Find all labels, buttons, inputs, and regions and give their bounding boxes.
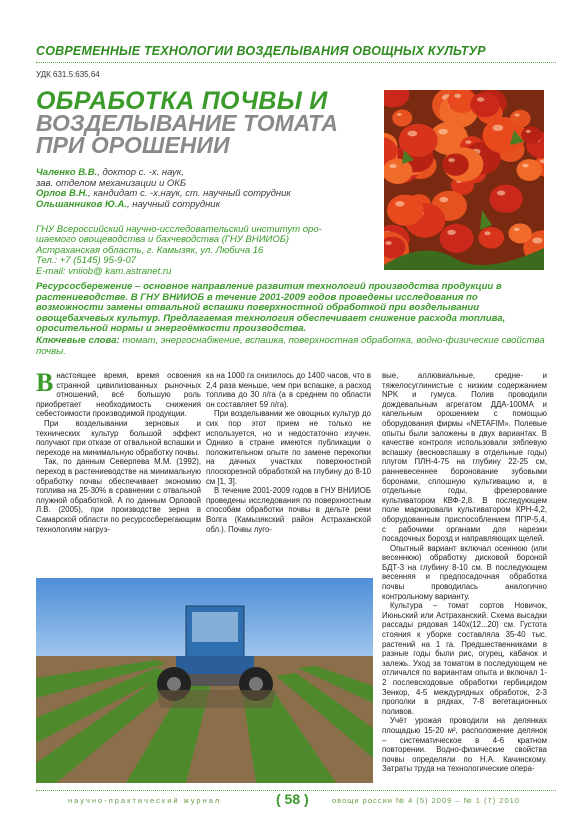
tomato-highlight <box>448 158 455 162</box>
paragraph: Учёт урожая проводили на делянках площадью 15-20 м², расположение делянок – систематическое в 4-6 кратном повторении. Водно-физические свойства почвы определяли по Н.А. Качинскому. Затраты труда на технологические опера- <box>382 716 547 774</box>
udk-code: УДК 631.5:635.64 <box>36 70 100 79</box>
institution-address: Астраханская область, г. Камызяк, ул. Любича 16 <box>36 244 264 256</box>
tomato-shape <box>509 223 532 243</box>
institution-block <box>36 225 376 277</box>
paragraph: В течение 2001-2009 годов в ГНУ ВНИИОБ проведены исследования по поверхностным способам обработки почвы в дельте реки Волга (Камызякский район Астраханской обл.). Почвы луго- <box>206 486 371 534</box>
tomato-highlight <box>477 97 484 101</box>
tomato-highlight <box>497 191 505 196</box>
tomato-shape <box>521 126 542 143</box>
author-role: , научный сотрудник <box>126 198 221 210</box>
tomato-highlight <box>515 113 520 116</box>
abstract-text: Ресурсосбережение – основное направление развития технологий производства продукции в растениеводстве. В ГНУ ВНИИОБ в течение 2001-2009 годов проведены исследования по возможности замены отвальной вспашки поверхностной обработкой при возделывании овощебахчевых культур. Предлагаемая технология обеспечивает снижение расхода топлива, оросительной нормы и энергоёмкости производства. <box>36 281 506 335</box>
tomato-highlight <box>389 164 396 168</box>
tomato-highlight <box>439 197 448 202</box>
tomato-shape <box>392 110 412 127</box>
journal-type: научно-практический журнал <box>68 796 222 805</box>
tomato-highlight <box>532 238 542 244</box>
author-role: , кандидат с. -х.наук, ст. научный сотрудник <box>88 188 291 200</box>
tomato-highlight <box>454 94 461 98</box>
keywords-label: Ключевые слова: <box>36 335 120 346</box>
tomato-highlight <box>408 131 418 137</box>
author-3 <box>36 200 376 211</box>
journal-issue: овощи россии № 4 (5) 2009 – № 1 (7) 2010 <box>332 796 520 805</box>
tomato-highlight <box>484 231 490 235</box>
tomato-shape <box>442 154 468 176</box>
paragraph: ка на 1000 га снизилось до 1400 часов, что в 2,4 раза меньше, чем при вспашке, а расход топлива до 30 л/га (а в среднем по области он составляет 59 л/га). <box>206 371 371 409</box>
tomato-highlight <box>493 125 504 131</box>
paragraph: вые, аллювиальные, средне- и тяжелосуглинистые с низким содержанием NPK и гумуса. Полив проводили дождевальным агрегатом ДДА-100МА и капельным орошением с помощью оборудования фирмы «NETAFIM». Полевые опыты были заложены в двух вариантах. В качестве контроля использовали зяблевую вспашку (весновспашку в отдельные годы) плугом ПЛН-4-75 на глубину 22-25 см, ранневесеннее боронование зубовыми боронами, сплошную культивацию и, в отдельные годы, фрезерование культиватором КВФ-2,8. В последующем поле маркировали культиватором КРН-4,2, оборудованным приспособлением ППР-5,4, с рабочими органами для нарезки посадочных борозд и направляющих щелей. <box>382 371 547 544</box>
body-column-1 <box>36 368 201 534</box>
tomato-shape <box>440 224 474 253</box>
drop-cap: В <box>36 368 54 397</box>
tomato-shape <box>517 159 543 181</box>
tomato-highlight <box>514 228 520 232</box>
tomato-shape <box>387 195 424 226</box>
tomato-shape <box>510 110 531 128</box>
tomato-highlight <box>465 140 471 144</box>
paragraph: При возделывании же овощных культур до сих пор этот прием не только не используется, но и недостаточно изучен. Однако в стране имеются публикации о положительном опыте по замене перекопки на дачных участках поверхностной плоскорезной обработкой на глубину до 8-10 см [1, 3]. <box>206 409 371 486</box>
tomato-highlight <box>438 129 448 135</box>
paragraph: Так, по данным Северпева М.М. (1992), переход в растениеводстве на минимальную обработку почвы обеспечивает экономию топлива на 25-30% в сравнении с отвальной плужной обработкой. А по данным Орловой Л.В. (2005), при производстве зерна в Самарской области по ресурсосберегающим технологиям нагруз- <box>36 457 201 534</box>
keywords <box>36 336 546 357</box>
paragraph: При возделывании зерновых и технических культур большой эффект получают при отказе от отвальной вспашки и переходе на минимальную обработку почвы. <box>36 418 201 457</box>
page-number: ( 58 ) <box>276 791 309 807</box>
institution-email[interactable]: E-mail: vniiob@ kam.astranet.ru <box>36 265 172 277</box>
author-name: Ольшанников Ю.А. <box>36 198 127 210</box>
author-role: зав. отделом механизации и ОКБ <box>36 177 187 189</box>
paragraph: Опытный вариант включал осеннюю (или весеннюю) обработку дисковой бороной БДТ-3 на глубину 8-10 см. В последующем весенняя и предпосадочная обработка почвы проводилась аналогично контрольному варианту. <box>382 543 547 601</box>
tomato-highlight <box>526 130 531 133</box>
tomato-photo <box>384 90 544 270</box>
institution-phone: Тел.: +7 (5145) 95-9-07 <box>36 255 137 267</box>
tomato-highlight <box>385 241 391 245</box>
institution-line: ГНУ Всероссийский научно-исследовательский институт оро- <box>36 224 322 235</box>
tomato-highlight <box>522 164 528 168</box>
author-name: Орлов В.Н. <box>36 188 89 200</box>
tractor-field-photo <box>36 578 373 783</box>
tomato-highlight <box>395 201 404 207</box>
tomato-shape <box>489 185 522 213</box>
institution-line: шаемого овощеводства и бахчеводства (ГНУ ВНИИОБ) <box>36 234 290 246</box>
author-role: , доктор с. -х. наук, <box>97 167 184 178</box>
body-column-3 <box>382 371 547 774</box>
article-title-line2: ВОЗДЕЛЫВАНИЕ ТОМАТА ПРИ ОРОШЕНИИ <box>36 110 338 158</box>
tomato-shape <box>470 92 500 117</box>
header-divider <box>36 62 556 63</box>
paragraph: Культура – томат сортов Новичок, Июньский или Астраханский. Схема высадки рассады рядовая 140х(12...20) см. Густота стояния к уборке составляла 35-40 тыс. растений на 1 га. Предшественниками в разные годы были рис, огурец, кабачок и залежь. Уход за томатом в последующем не отличался по вариантам опыта и включал 1-2 послевсходовые обработки гербицидом Зенкор, 4-5 междурядных обработок, 2-3 прополки в рядках, 7-8 вегетационных поливов. <box>382 601 547 716</box>
paragraph: Внастоящее время, время освоения странной цивилизованных рыночных отношений, всё большую роль приобретает необходимость снижения себестоимости производимой продукции. <box>36 368 201 419</box>
article-title-line1: ОБРАБОТКА ПОЧВЫ И <box>36 87 328 115</box>
section-title: СОВРЕМЕННЫЕ ТЕХНОЛОГИИ ВОЗДЕЛЫВАНИЯ ОВОЩНЫХ КУЛЬТУР <box>36 44 486 58</box>
tomato-highlight <box>397 113 402 116</box>
body-column-2 <box>206 371 371 534</box>
keywords-text: томат, энергоснабжение, вспашка, поверхностная обработка, водно-физические свойства почвы. <box>36 335 545 357</box>
tomato-shape <box>479 227 505 249</box>
author-name: Чаленко В.В. <box>36 167 98 178</box>
tomato-highlight <box>447 230 456 235</box>
authors-block <box>36 168 376 210</box>
